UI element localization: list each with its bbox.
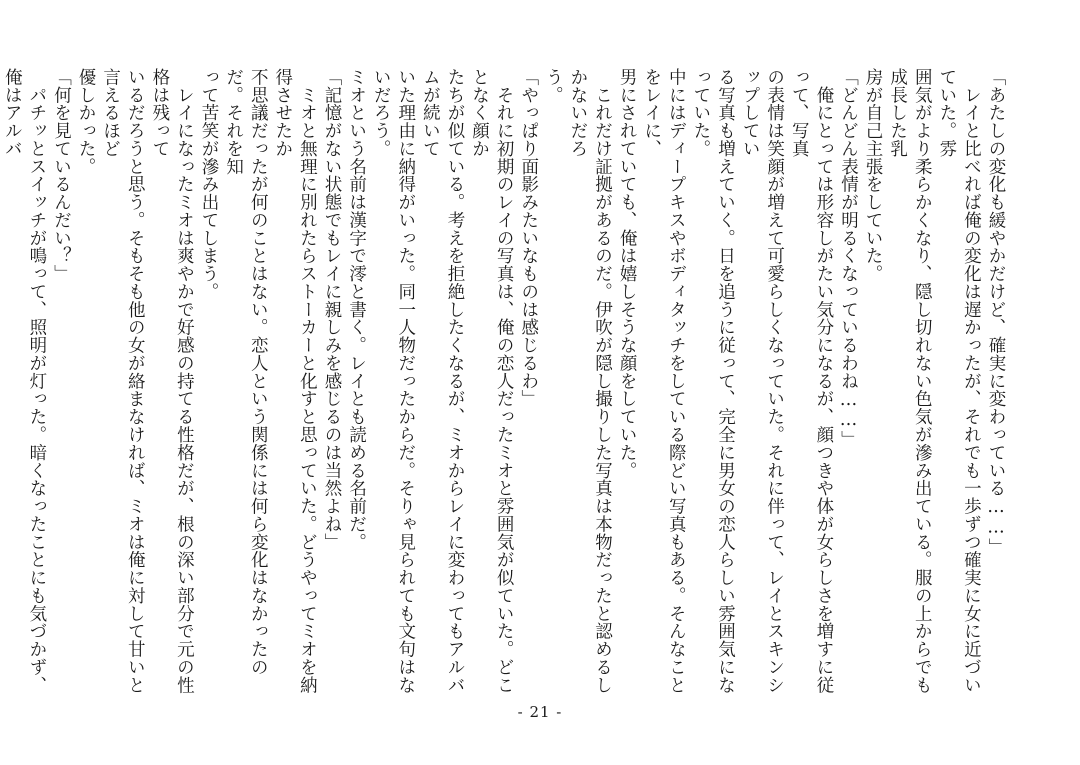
text-line: パチッとスイッチが鳴って、照明が灯った。暗くなったことにも気づかず、俺はアルバ — [2, 68, 47, 694]
page-number: - 21 - — [517, 703, 563, 721]
text-line: の表情は笑顔が増えて可愛らしくなっていた。それに伴って、レイとスキンシップしてい — [740, 68, 785, 694]
text-line: 房が自己主張をしていた。 — [863, 68, 884, 283]
text-line: る写真も増えていく。日を追うに従って、完全に男女の恋人らしい雰囲気になっていた。 — [690, 68, 736, 694]
text-line: 優しかった。 — [76, 68, 97, 176]
text-line: 不思議だったが何のことはない。恋人という関係には何ら変化はなかったのだ。それを知 — [223, 68, 269, 676]
text-line: 「何を見ているんだい？」 — [51, 68, 72, 283]
text-line: って苦笑が滲み出てしまう。 — [199, 68, 219, 301]
text-line: レイになったミオは爽やかで好感の持てる性格だが、根の深い部分で元の性格は残って — [149, 68, 195, 694]
text-line: 俺にとっては形容しがたい気分になるが、顔つきや体が女らしさを増すに従って、写真 — [789, 68, 834, 694]
text-line: ミオと無理に別れたらストーカーと化すと思っていた。どうやってミオを納得させたか — [272, 68, 318, 694]
text-line: レイと比べれば俺の変化は遅かったが、それでも一歩ずつ確実に女に近づいていた。雰 — [936, 68, 982, 694]
text-line: ミオという名前は漢字で澪と書く。レイとも読める名前だ。 — [346, 68, 367, 551]
text-line: 囲気がより柔らかくなり、隠し切れない色気が滲み出ている。服の上からでも成長した乳 — [887, 68, 933, 694]
vertical-text-body — [2, 68, 1008, 698]
text-line: 中にはディープキスやボディタッチをしている際どい写真もある。そんなことをレイに、 — [641, 68, 687, 694]
text-line: 「やっぱり面影みたいなものは感じるわ」 — [518, 68, 539, 408]
text-line: 「記憶がない状態でもレイに親しみを感じるのは当然よね」 — [321, 68, 342, 551]
text-line: それに初期のレイの写真は、俺の恋人だったミオと雰囲気が似ていた。どことなく顔か — [469, 68, 515, 694]
text-line: う。 — [543, 68, 564, 104]
text-line: いるだろうと思う。そもそも他の女が絡まなければ、ミオは俺に対して甘いと言えるほど — [100, 68, 146, 694]
text-line: 「どんどん表情が明るくなっているわね……」 — [838, 68, 859, 449]
text-line: 男にされていても、俺は嬉しそうな顔をしていた。 — [617, 68, 638, 480]
text-line: いた理由に納得がいった。同一人物だったからだ。そりゃ見られても文句はないだろう。 — [371, 68, 416, 694]
text-line: これだけ証拠があるのだ。伊吹が隠し撮りした写真は本物だったと認めるしかないだろ — [567, 68, 613, 694]
text-line: たちが似ている。考えを拒絶したくなるが、ミオからレイに変わってもアルバムが続いて — [420, 68, 465, 694]
text-line: 「あたしの変化も緩やかだけど、確実に変わっている……」 — [986, 68, 1006, 556]
